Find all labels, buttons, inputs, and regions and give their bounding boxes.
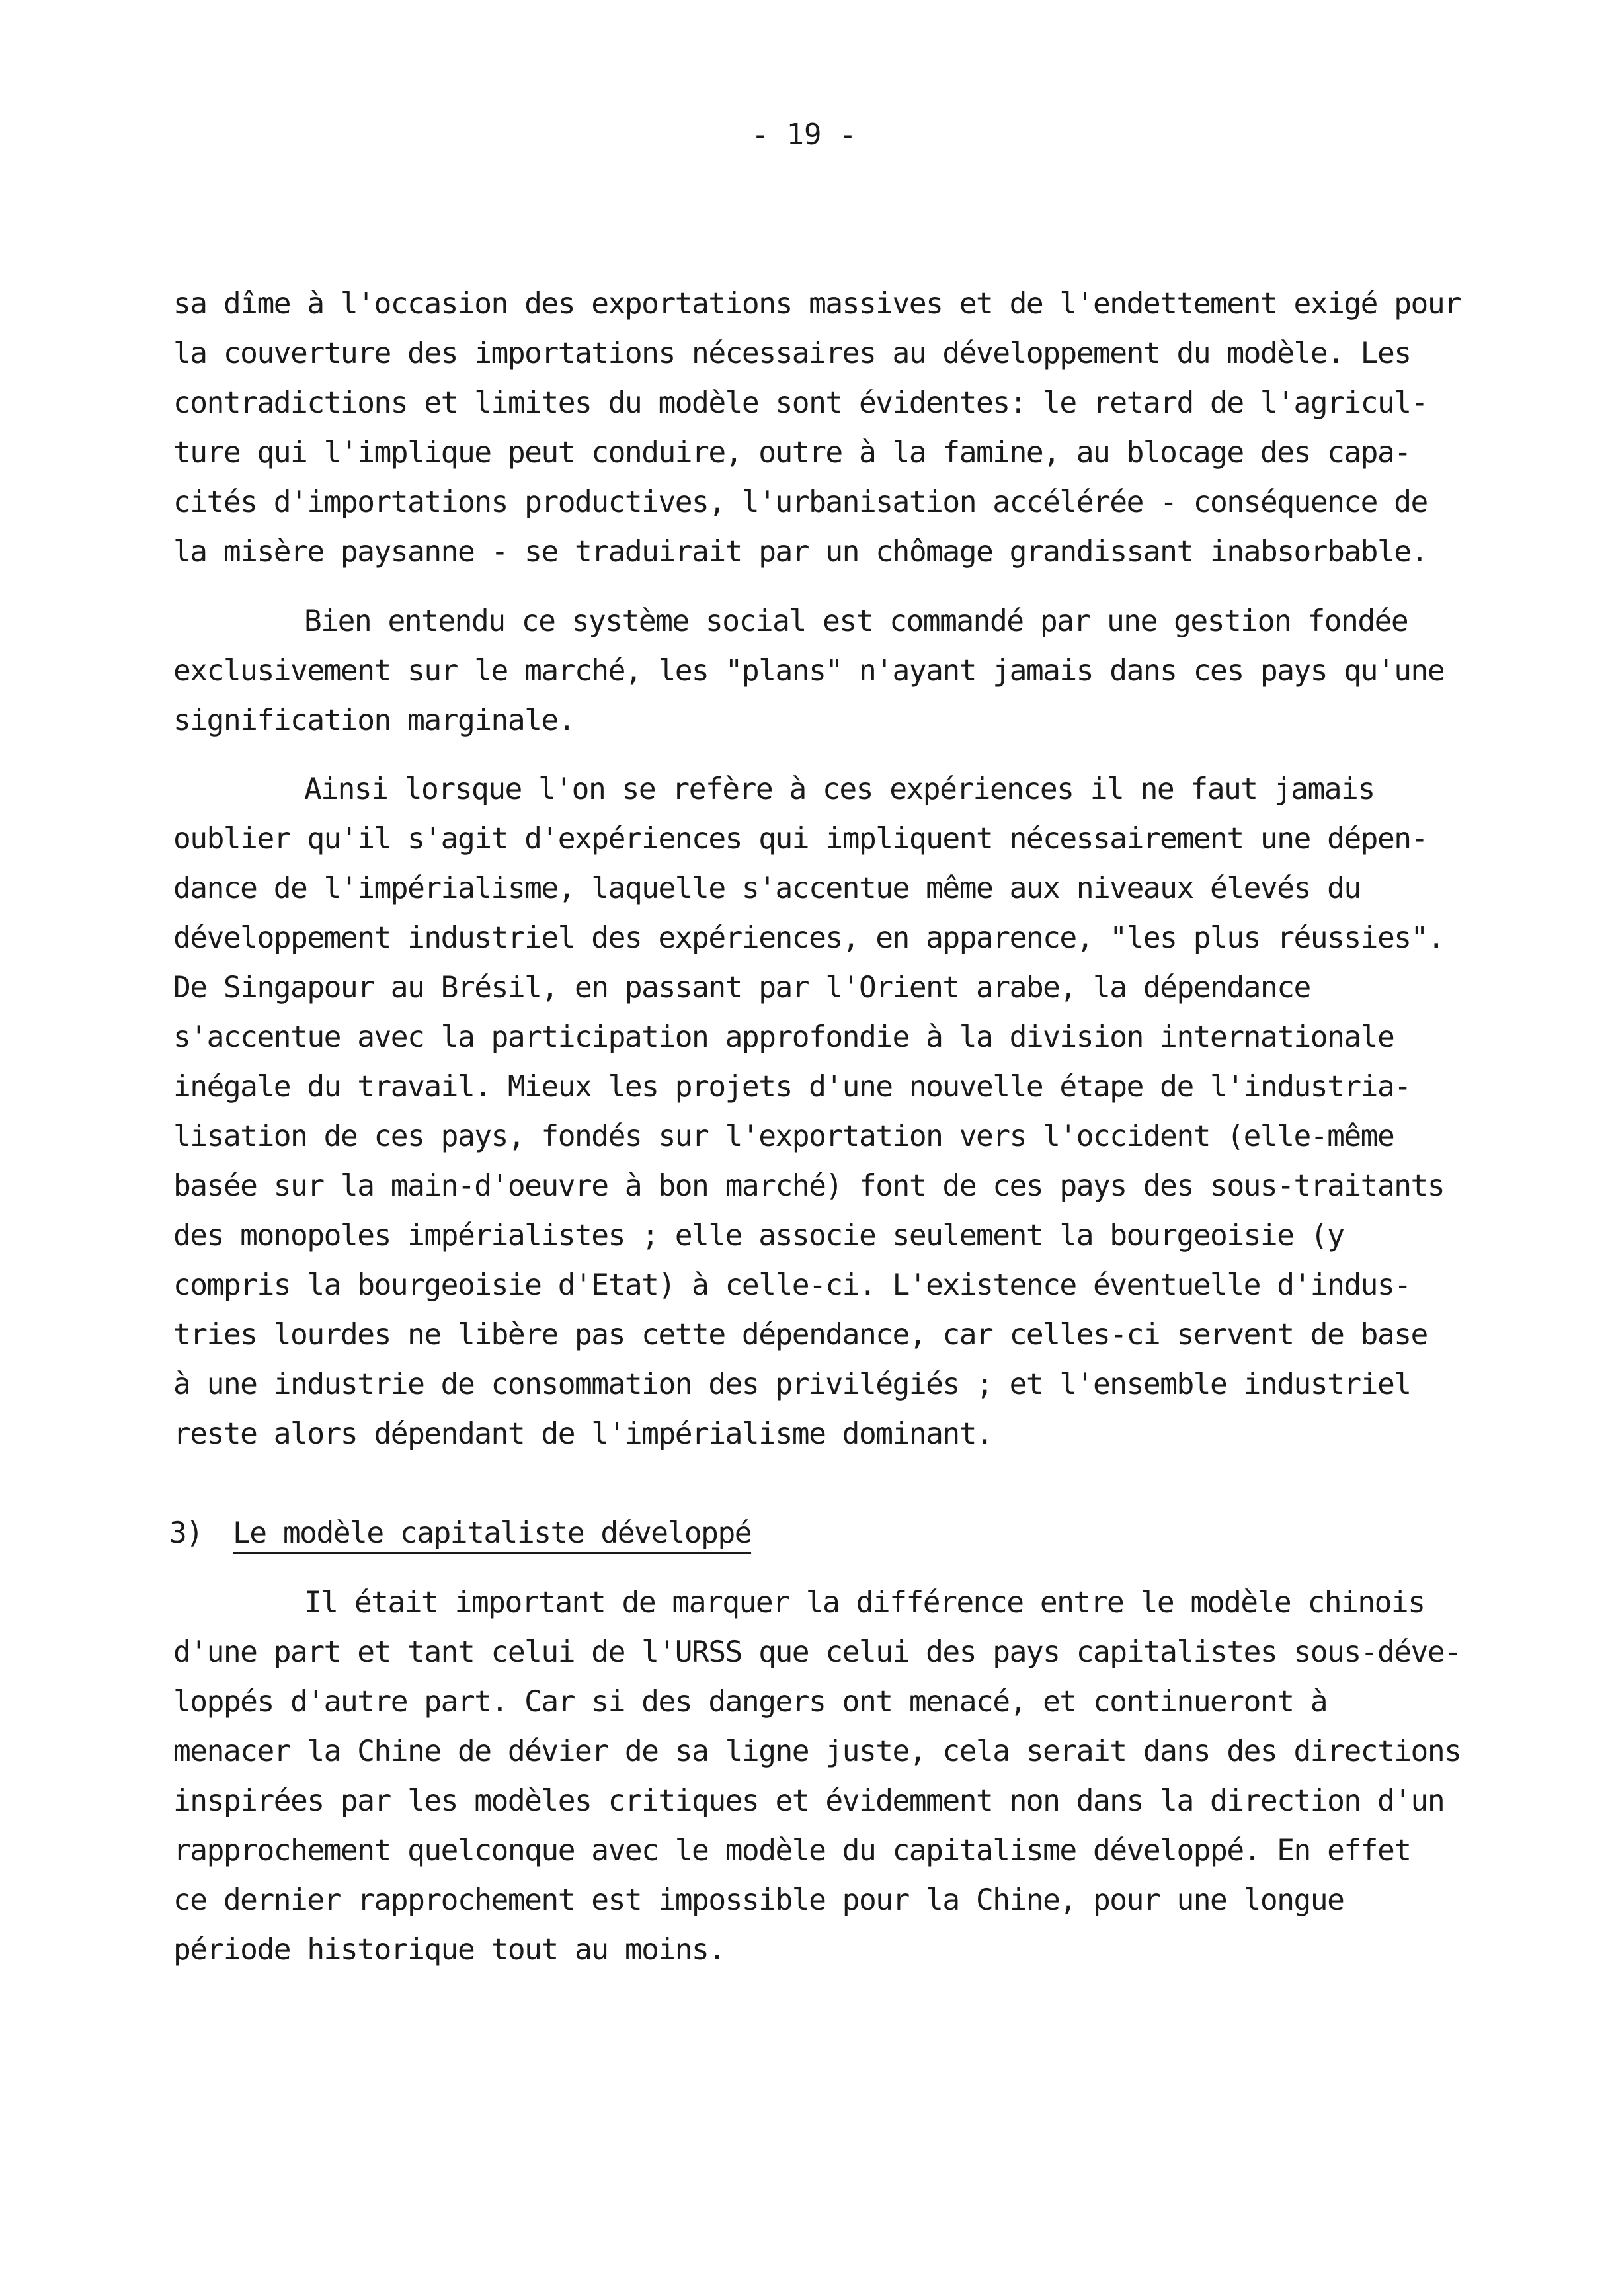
paragraph-1-line: la couverture des importations nécessaires au développement du modèle. Les: [173, 337, 1411, 370]
paragraph-1-line: contradictions et limites du modèle sont évidentes: le retard de l'agricul-: [173, 386, 1427, 420]
paragraph-3-line: tries lourdes ne libère pas cette dépendance, car celles-ci servent de base: [173, 1318, 1427, 1352]
paragraph-3-line: inégale du travail. Mieux les projets d'une nouvelle étape de l'industria-: [173, 1070, 1411, 1104]
paragraph-3-line: développement industriel des expériences, en apparence, "les plus réussies".: [173, 921, 1445, 955]
paragraph-3-line: basée sur la main-d'oeuvre à bon marché) font de ces pays des sous-traitants: [173, 1169, 1445, 1203]
paragraph-4-line: menacer la Chine de dévier de sa ligne juste, cela serait dans des directions: [173, 1735, 1461, 1768]
paragraph-3-line: De Singapour au Brésil, en passant par l'Orient arabe, la dépendance: [173, 971, 1310, 1004]
paragraph-1-line: ture qui l'implique peut conduire, outre à la famine, au blocage des capa-: [173, 436, 1411, 470]
paragraph-1-line: cités d'importations productives, l'urbanisation accélérée - conséquence de: [173, 485, 1427, 519]
page-number: - 19 -: [751, 118, 857, 151]
paragraph-4-line: rapprochement quelconque avec le modèle du capitalisme développé. En effet: [173, 1834, 1411, 1867]
paragraph-1-line: la misère paysanne - se traduirait par un chômage grandissant inabsorbable.: [173, 535, 1427, 569]
paragraph-4-line: d'une part et tant celui de l'URSS que celui des pays capitalistes sous-déve-: [173, 1635, 1461, 1669]
paragraph-3-line: des monopoles impérialistes ; elle associe seulement la bourgeoisie (y: [173, 1219, 1344, 1252]
paragraph-2-line: Bien entendu ce système social est commandé par une gestion fondée: [304, 604, 1408, 638]
paragraph-3-line: oublier qu'il s'agit d'expériences qui impliquent nécessairement une dépen-: [173, 822, 1427, 856]
paragraph-2-line: signification marginale.: [173, 704, 575, 737]
paragraph-1-line: sa dîme à l'occasion des exportations massives et de l'endettement exigé pour: [173, 287, 1461, 321]
paragraph-4-line: inspirées par les modèles critiques et évidemment non dans la direction d'un: [173, 1784, 1445, 1818]
paragraph-3-line: reste alors dépendant de l'impérialisme dominant.: [173, 1417, 993, 1451]
paragraph-4-line: loppés d'autre part. Car si des dangers ont menacé, et continueront à: [173, 1685, 1328, 1719]
paragraph-3-line: compris la bourgeoisie d'Etat) à celle-ci. L'existence éventuelle d'indus-: [173, 1268, 1411, 1302]
paragraph-4-line: ce dernier rapprochement est impossible pour la Chine, pour une longue: [173, 1883, 1344, 1917]
paragraph-3-line: à une industrie de consommation des privilégiés ; et l'ensemble industriel: [173, 1368, 1411, 1401]
paragraph-3-line: lisation de ces pays, fondés sur l'exportation vers l'occident (elle-même: [173, 1120, 1394, 1153]
paragraph-3-line: dance de l'impérialisme, laquelle s'accentue même aux niveaux élevés du: [173, 872, 1361, 905]
paragraph-2-line: exclusivement sur le marché, les "plans" n'ayant jamais dans ces pays qu'une: [173, 654, 1445, 688]
section-number: 3): [169, 1516, 203, 1550]
paragraph-4-line: période historique tout au moins.: [173, 1933, 725, 1967]
paragraph-3-line: Ainsi lorsque l'on se refère à ces expériences il ne faut jamais: [304, 772, 1375, 806]
paragraph-4-line: Il était important de marquer la différence entre le modèle chinois: [304, 1586, 1425, 1620]
paragraph-3-line: s'accentue avec la participation approfondie à la division internationale: [173, 1020, 1394, 1054]
section-title: Le modèle capitaliste développé: [233, 1516, 752, 1550]
